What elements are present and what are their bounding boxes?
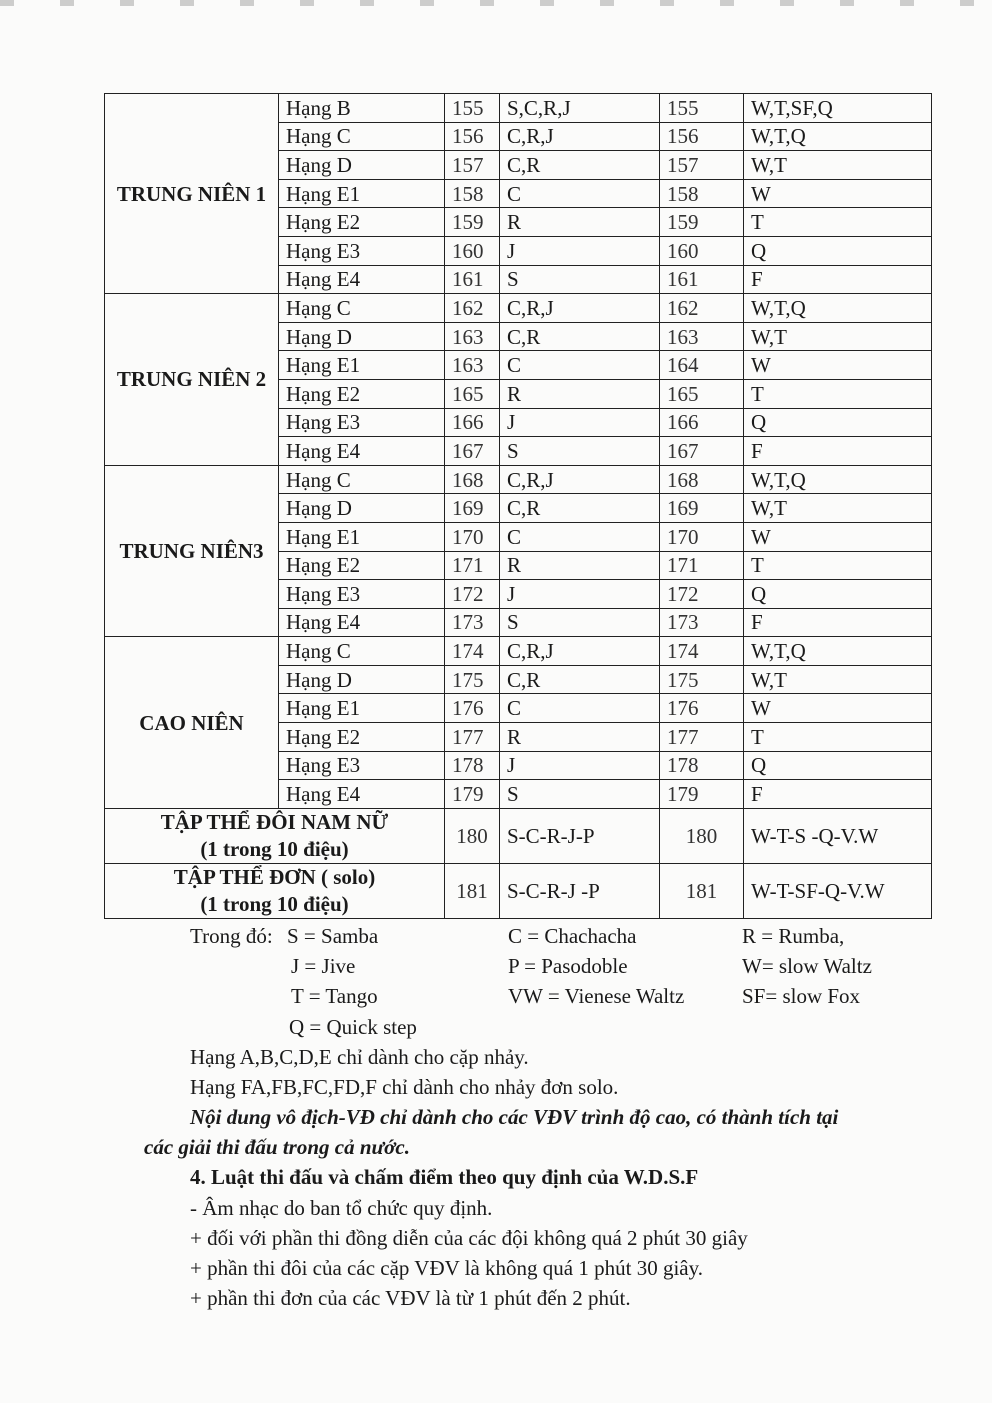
standard-dances: F (744, 265, 932, 294)
standard-dances: W (744, 694, 932, 723)
standard-dances: F (744, 437, 932, 466)
note-solo: Hạng FA,FB,FC,FD,F chỉ dành cho nhảy đơn solo. (190, 1075, 619, 1099)
rank-cell: Hạng E1 (279, 351, 445, 380)
latin-dances: C (500, 351, 660, 380)
rank-cell: Hạng E3 (279, 580, 445, 609)
latin-event-number: 181 (445, 863, 500, 918)
rank-cell: Hạng C (279, 465, 445, 494)
latin-dances: R (500, 551, 660, 580)
latin-dances: C (500, 694, 660, 723)
rule-solo-time: + phần thi đơn của các VĐV là từ 1 phút đến 2 phút. (190, 1286, 631, 1310)
latin-dances: S (500, 780, 660, 809)
rank-cell: Hạng D (279, 151, 445, 180)
standard-event-number: 180 (660, 808, 744, 863)
standard-dances: W (744, 351, 932, 380)
latin-event-number: 168 (445, 465, 500, 494)
standard-dances: W (744, 522, 932, 551)
latin-dances: C,R,J (500, 637, 660, 666)
standard-dances: T (744, 208, 932, 237)
latin-event-number: 167 (445, 437, 500, 466)
rule-music: - Âm nhạc do ban tổ chức quy định. (190, 1196, 493, 1220)
team-event-note: (1 trong 10 điệu) (200, 836, 349, 861)
standard-dances: Q (744, 580, 932, 609)
standard-event-number: 161 (660, 265, 744, 294)
standard-event-number: 166 (660, 408, 744, 437)
legend-rumba: R = Rumba, (742, 924, 845, 948)
legend-tango: T = Tango (291, 984, 378, 1008)
latin-dances: S (500, 437, 660, 466)
latin-event-number: 179 (445, 780, 500, 809)
latin-event-number: 156 (445, 122, 500, 151)
table-row (105, 294, 932, 323)
standard-event-number: 163 (660, 322, 744, 351)
rank-cell: Hạng E1 (279, 522, 445, 551)
note-champion: Nội dung vô địch-VĐ chỉ dành cho các VĐV trình độ cao, có thành tích tại (190, 1105, 839, 1129)
latin-event-number: 176 (445, 694, 500, 723)
latin-event-number: 175 (445, 665, 500, 694)
latin-event-number: 161 (445, 265, 500, 294)
latin-dances: C,R,J (500, 465, 660, 494)
latin-event-number: 160 (445, 236, 500, 265)
latin-dances: S,C,R,J (500, 94, 660, 123)
rank-cell: Hạng E4 (279, 437, 445, 466)
latin-event-number: 162 (445, 294, 500, 323)
standard-event-number: 178 (660, 751, 744, 780)
table-row (105, 465, 932, 494)
standard-event-number: 173 (660, 608, 744, 637)
standard-event-number: 179 (660, 780, 744, 809)
standard-event-number: 177 (660, 723, 744, 752)
latin-dances: R (500, 208, 660, 237)
standard-event-number: 174 (660, 637, 744, 666)
note-champion-cont: các giải thi đấu trong cả nước. (144, 1135, 410, 1159)
latin-event-number: 158 (445, 179, 500, 208)
latin-dances: J (500, 408, 660, 437)
latin-dances: R (500, 723, 660, 752)
table-row (105, 637, 932, 666)
standard-dances: T (744, 723, 932, 752)
rank-cell: Hạng D (279, 494, 445, 523)
rule-group-time: + đối với phần thi đồng diễn của các đội không quá 2 phút 30 giây (190, 1226, 748, 1250)
age-group-label: TRUNG NIÊN3 (105, 465, 279, 637)
standard-dances: F (744, 780, 932, 809)
standard-event-number: 158 (660, 179, 744, 208)
age-group-label: TRUNG NIÊN 2 (105, 294, 279, 466)
standard-dances: Q (744, 236, 932, 265)
latin-dances: R (500, 379, 660, 408)
standard-event-number: 172 (660, 580, 744, 609)
standard-dances: W,T (744, 494, 932, 523)
rank-cell: Hạng E1 (279, 694, 445, 723)
standard-event-number: 160 (660, 236, 744, 265)
standard-dances: W-T-SF-Q-V.W (744, 863, 932, 918)
latin-event-number: 178 (445, 751, 500, 780)
team-event-label (105, 863, 445, 918)
latin-event-number: 174 (445, 637, 500, 666)
standard-event-number: 171 (660, 551, 744, 580)
rank-cell: Hạng E2 (279, 208, 445, 237)
standard-dances: W,T,Q (744, 465, 932, 494)
latin-event-number: 165 (445, 379, 500, 408)
note-couples: Hạng A,B,C,D,E chỉ dành cho cặp nhảy. (190, 1045, 529, 1069)
standard-event-number: 165 (660, 379, 744, 408)
latin-event-number: 163 (445, 322, 500, 351)
rank-cell: Hạng B (279, 94, 445, 123)
legend-jive: J = Jive (291, 954, 356, 978)
standard-dances: Q (744, 408, 932, 437)
latin-event-number: 166 (445, 408, 500, 437)
latin-event-number: 159 (445, 208, 500, 237)
latin-event-number: 170 (445, 522, 500, 551)
latin-dances: S-C-R-J-P (500, 808, 660, 863)
age-group-label: CAO NIÊN (105, 637, 279, 809)
standard-dances: W,T (744, 322, 932, 351)
rank-cell: Hạng E2 (279, 551, 445, 580)
rank-cell: Hạng D (279, 322, 445, 351)
rank-cell: Hạng E3 (279, 236, 445, 265)
standard-dances: F (744, 608, 932, 637)
rank-cell: Hạng E3 (279, 408, 445, 437)
latin-event-number: 169 (445, 494, 500, 523)
legend-samba: S = Samba (287, 924, 379, 948)
standard-dances: W,T,SF,Q (744, 94, 932, 123)
rank-cell: Hạng C (279, 122, 445, 151)
section-heading: 4. Luật thi đấu và chấm điểm theo quy định của W.D.S.F (190, 1165, 699, 1189)
standard-event-number: 159 (660, 208, 744, 237)
table-row (105, 94, 932, 123)
standard-event-number: 156 (660, 122, 744, 151)
standard-dances: W-T-S -Q-V.W (744, 808, 932, 863)
latin-dances: J (500, 751, 660, 780)
standard-event-number: 176 (660, 694, 744, 723)
legend-vienese: VW = Vienese Waltz (508, 984, 685, 1008)
latin-dances: S-C-R-J -P (500, 863, 660, 918)
legend-slowfox: SF= slow Fox (742, 984, 861, 1008)
legend-prefix: Trong đó: (190, 924, 273, 948)
legend-pasodoble: P = Pasodoble (508, 954, 628, 978)
latin-dances: J (500, 580, 660, 609)
standard-event-number: 157 (660, 151, 744, 180)
rank-cell: Hạng E2 (279, 723, 445, 752)
latin-event-number: 172 (445, 580, 500, 609)
standard-dances: W,T,Q (744, 122, 932, 151)
team-event-note: (1 trong 10 điệu) (200, 891, 349, 916)
latin-dances: J (500, 236, 660, 265)
standard-event-number: 155 (660, 94, 744, 123)
team-event-label (105, 808, 445, 863)
rank-cell: Hạng E4 (279, 608, 445, 637)
standard-event-number: 170 (660, 522, 744, 551)
latin-dances: C,R (500, 322, 660, 351)
latin-dances: S (500, 265, 660, 294)
latin-dances: C,R (500, 665, 660, 694)
team-row (105, 808, 932, 863)
latin-event-number: 173 (445, 608, 500, 637)
rank-cell: Hạng E4 (279, 265, 445, 294)
latin-dances: C,R,J (500, 294, 660, 323)
latin-event-number: 171 (445, 551, 500, 580)
competition-table (104, 93, 932, 919)
latin-dances: C (500, 522, 660, 551)
standard-dances: W,T,Q (744, 637, 932, 666)
legend-waltz: W= slow Waltz (742, 954, 872, 978)
standard-event-number: 168 (660, 465, 744, 494)
team-event-name: TẬP THỂ ĐƠN ( solo) (173, 864, 376, 889)
team-event-name: TẬP THỂ ĐÔI NAM NỮ (160, 809, 389, 834)
latin-event-number: 163 (445, 351, 500, 380)
standard-event-number: 169 (660, 494, 744, 523)
latin-dances: C,R (500, 494, 660, 523)
latin-event-number: 157 (445, 151, 500, 180)
latin-event-number: 180 (445, 808, 500, 863)
rank-cell: Hạng E2 (279, 379, 445, 408)
standard-dances: T (744, 379, 932, 408)
legend-chachacha: C = Chachacha (508, 924, 637, 948)
standard-event-number: 181 (660, 863, 744, 918)
standard-dances: Q (744, 751, 932, 780)
standard-event-number: 162 (660, 294, 744, 323)
standard-dances: W,T (744, 665, 932, 694)
rank-cell: Hạng E4 (279, 780, 445, 809)
rank-cell: Hạng C (279, 637, 445, 666)
team-row (105, 863, 932, 918)
rank-cell: Hạng E1 (279, 179, 445, 208)
rank-cell: Hạng E3 (279, 751, 445, 780)
scan-edge (0, 0, 992, 6)
standard-dances: T (744, 551, 932, 580)
legend-quickstep: Q = Quick step (289, 1015, 417, 1039)
standard-event-number: 167 (660, 437, 744, 466)
standard-event-number: 164 (660, 351, 744, 380)
standard-dances: W (744, 179, 932, 208)
rank-cell: Hạng C (279, 294, 445, 323)
latin-dances: C (500, 179, 660, 208)
latin-dances: C,R,J (500, 122, 660, 151)
rank-cell: Hạng D (279, 665, 445, 694)
standard-dances: W,T,Q (744, 294, 932, 323)
latin-dances: C,R (500, 151, 660, 180)
latin-event-number: 177 (445, 723, 500, 752)
standard-event-number: 175 (660, 665, 744, 694)
latin-dances: S (500, 608, 660, 637)
standard-dances: W,T (744, 151, 932, 180)
latin-event-number: 155 (445, 94, 500, 123)
age-group-label: TRUNG NIÊN 1 (105, 94, 279, 294)
rule-couple-time: + phần thi đôi của các cặp VĐV là không quá 1 phút 30 giây. (190, 1256, 704, 1280)
